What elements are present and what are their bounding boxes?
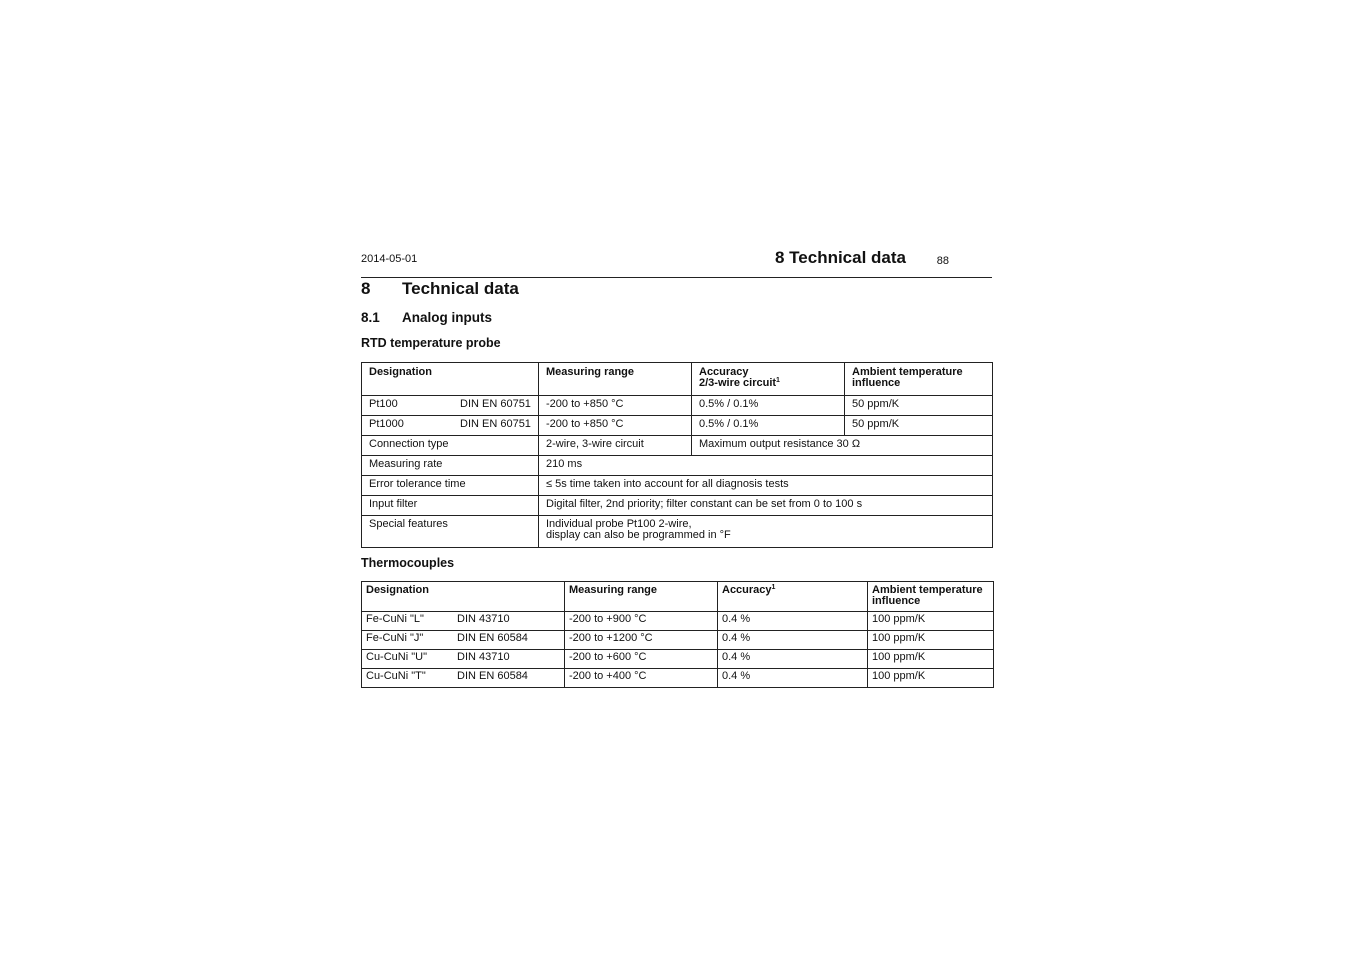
chapter-title: Technical data (402, 279, 519, 298)
tc-standard: DIN EN 60584 (457, 670, 528, 682)
header-chapter-title: 8 Technical data (774, 248, 906, 267)
section-title: Analog inputs (402, 310, 492, 325)
col-measuring-range: Measuring range (565, 582, 718, 612)
ambient-line2: influence (852, 377, 901, 389)
table-row (362, 631, 994, 650)
cell-value: ≤ 5s time taken into account for all diagnosis tests (539, 476, 993, 496)
thermocouples-subheading: Thermocouples (361, 556, 455, 570)
document-page (361, 248, 992, 682)
table-row (362, 650, 994, 669)
cell-ambient: 50 ppm/K (845, 396, 993, 416)
tc-name: Cu-CuNi "U" (366, 651, 427, 663)
table-row (362, 416, 993, 436)
table-header-row (362, 363, 993, 396)
table-row-connection-type (362, 436, 993, 456)
cell-value: 2-wire, 3-wire circuit (539, 436, 692, 456)
probe-name: Pt100 (369, 398, 398, 410)
tc-standard: DIN EN 60584 (457, 632, 528, 644)
cell-designation (362, 631, 565, 650)
special-line2: display can also be programmed in °F (546, 529, 731, 541)
col-accuracy (692, 363, 845, 396)
table-header-row (362, 582, 994, 612)
table-row-special-features (362, 516, 993, 548)
tc-name: Cu-CuNi "T" (366, 670, 426, 682)
table-row-measuring-rate (362, 456, 993, 476)
special-line1: Individual probe Pt100 2-wire, (546, 518, 692, 530)
col-ambient (868, 582, 994, 612)
accuracy-label: Accuracy (722, 584, 772, 596)
cell-ambient: 100 ppm/K (868, 650, 994, 669)
tc-standard: DIN 43710 (457, 651, 510, 663)
probe-standard: DIN EN 60751 (460, 418, 531, 430)
table-row (362, 396, 993, 416)
accuracy-line2: 2/3-wire circuit (699, 377, 777, 389)
cell-ambient: 100 ppm/K (868, 631, 994, 650)
cell-extra: Maximum output resistance 30 Ω (692, 436, 993, 456)
cell-designation (362, 669, 565, 688)
footnote-ref: 1 (776, 377, 780, 384)
cell-value: 210 ms (539, 456, 993, 476)
ambient-line2: influence (872, 595, 921, 607)
cell-designation (362, 396, 539, 416)
cell-designation (362, 612, 565, 631)
cell-ambient: 50 ppm/K (845, 416, 993, 436)
cell-range: -200 to +1200 °C (565, 631, 718, 650)
cell-label: Special features (362, 516, 539, 548)
col-accuracy (718, 582, 868, 612)
rtd-table (361, 362, 993, 548)
table-row (362, 612, 994, 631)
section-heading (361, 310, 492, 325)
table-row-input-filter (362, 496, 993, 516)
table-row (362, 669, 994, 688)
tc-standard: DIN 43710 (457, 613, 510, 625)
chapter-heading (361, 279, 519, 299)
cell-accuracy: 0.4 % (718, 612, 868, 631)
tc-name: Fe-CuNi "J" (366, 632, 424, 644)
cell-accuracy: 0.5% / 0.1% (692, 416, 845, 436)
header-date: 2014-05-01 (361, 253, 418, 265)
cell-ambient: 100 ppm/K (868, 612, 994, 631)
cell-label: Connection type (362, 436, 539, 456)
cell-designation (362, 650, 565, 669)
col-designation: Designation (362, 363, 539, 396)
footnote-ref: 1 (771, 584, 776, 591)
cell-accuracy: 0.4 % (718, 669, 868, 688)
ambient-line1: Ambient temperature (872, 584, 983, 596)
cell-range: -200 to +900 °C (565, 612, 718, 631)
cell-range: -200 to +400 °C (565, 669, 718, 688)
probe-name: Pt1000 (369, 418, 404, 430)
col-measuring-range: Measuring range (539, 363, 692, 396)
cell-accuracy: 0.4 % (718, 631, 868, 650)
chapter-number: 8 (361, 279, 371, 298)
cell-ambient: 100 ppm/K (868, 669, 994, 688)
header-page-number: 88 (936, 255, 949, 267)
cell-value (539, 516, 993, 548)
table-row-error-tolerance (362, 476, 993, 496)
cell-designation (362, 416, 539, 436)
section-number: 8.1 (361, 310, 380, 325)
accuracy-line1: Accuracy (699, 366, 749, 378)
cell-accuracy: 0.4 % (718, 650, 868, 669)
cell-range: -200 to +850 °C (539, 396, 692, 416)
ambient-line1: Ambient temperature (852, 366, 963, 378)
thermocouples-table (361, 581, 994, 688)
running-header (361, 250, 992, 278)
cell-label: Error tolerance time (362, 476, 539, 496)
cell-value: Digital filter, 2nd priority; filter constant can be set from 0 to 100 s (539, 496, 993, 516)
cell-range: -200 to +600 °C (565, 650, 718, 669)
cell-label: Measuring rate (362, 456, 539, 476)
tc-name: Fe-CuNi "L" (366, 613, 424, 625)
col-designation: Designation (362, 582, 565, 612)
cell-accuracy: 0.5% / 0.1% (692, 396, 845, 416)
cell-label: Input filter (362, 496, 539, 516)
col-ambient (845, 363, 993, 396)
rtd-subheading: RTD temperature probe (361, 336, 501, 350)
cell-range: -200 to +850 °C (539, 416, 692, 436)
probe-standard: DIN EN 60751 (460, 398, 531, 410)
